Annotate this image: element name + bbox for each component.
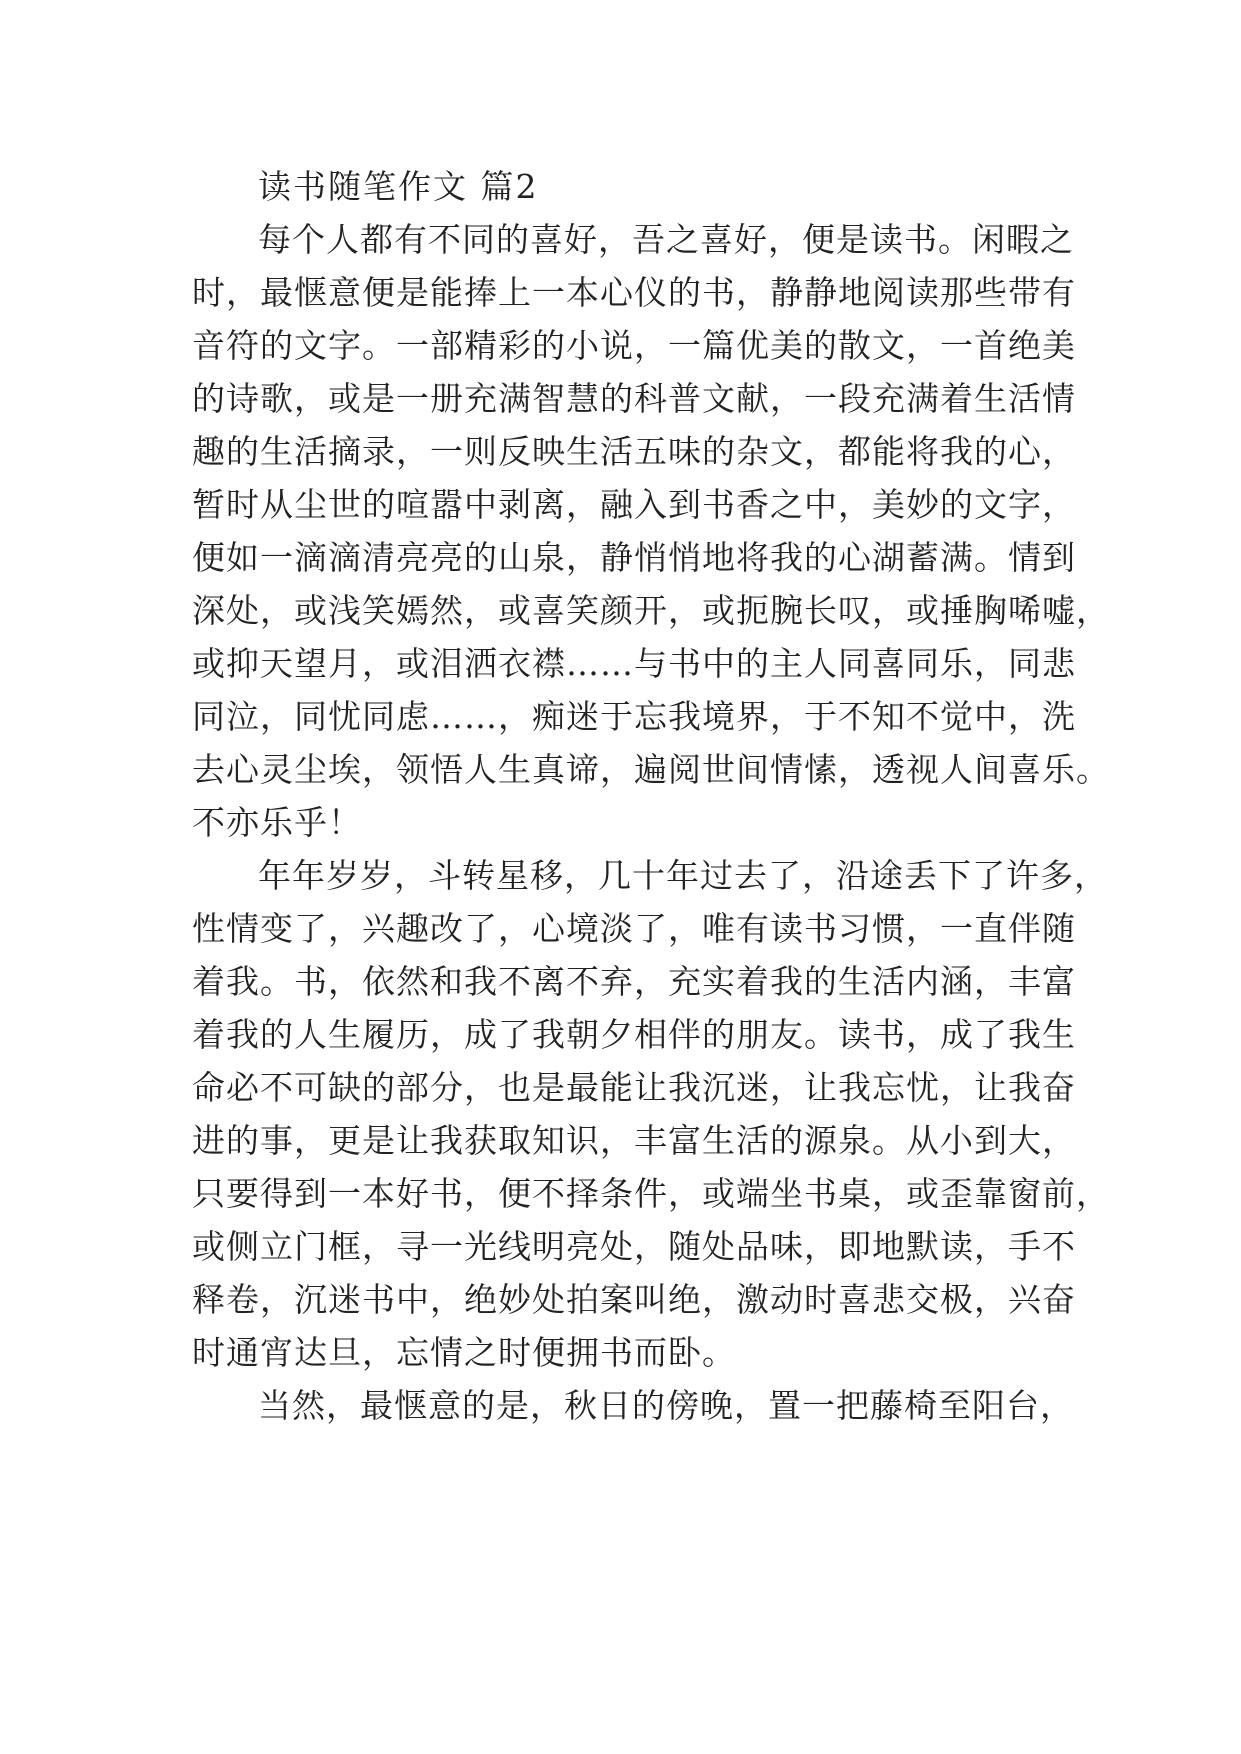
text-line: 深处，或浅笑嫣然，或喜笑颜开，或扼腕长叹，或捶胸唏嘘， [192,591,1110,630]
text-line: 命必不可缺的部分，也是最能让我沉迷，让我忘忧，让我奋 [192,1068,1076,1107]
text-line: 只要得到一本好书，便不择条件，或端坐书桌，或歪靠窗前， [192,1174,1110,1213]
text-line: 便如一滴滴清亮亮的山泉，静悄悄地将我的心湖蓄满。情到 [192,538,1076,577]
text-line: 着我的人生履历，成了我朝夕相伴的朋友。读书，成了我生 [192,1015,1076,1054]
text-line: 去心灵尘埃，领悟人生真谛，遍阅世间情愫，透视人间喜乐。 [192,750,1110,789]
text-line: 时通宵达旦，忘情之时便拥书而卧。 [192,1333,736,1372]
text-line: 的诗歌，或是一册充满智慧的科普文献，一段充满着生活情 [192,379,1076,418]
text-line: 或抑天望月，或泪洒衣襟……与书中的主人同喜同乐，同悲 [192,644,1076,683]
text-line: 暂时从尘世的喧嚣中剥离，融入到书香之中，美妙的文字， [192,485,1076,524]
document-title: 读书随笔作文 篇2 [258,167,539,206]
text-line: 进的事，更是让我获取知识，丰富生活的源泉。从小到大， [192,1121,1076,1160]
text-line: 或侧立门框，寻一光线明亮处，随处品味，即地默读，手不 [192,1227,1076,1266]
text-line: 着我。书，依然和我不离不弃，充实着我的生活内涵，丰富 [192,962,1076,1001]
text-line: 当然，最惬意的是，秋日的傍晚，置一把藤椅至阳台， [258,1386,1074,1425]
text-line: 每个人都有不同的喜好，吾之喜好，便是读书。闲暇之 [258,220,1074,259]
text-line: 音符的文字。一部精彩的小说，一篇优美的散文，一首绝美 [192,326,1076,365]
text-line: 年年岁岁，斗转星移，几十年过去了，沿途丢下了许多， [258,856,1108,895]
text-line: 同泣，同忧同虑……，痴迷于忘我境界，于不知不觉中，洗 [192,697,1076,736]
text-line: 趣的生活摘录，一则反映生活五味的杂文，都能将我的心， [192,432,1076,471]
text-line: 释卷，沉迷书中，绝妙处拍案叫绝，激动时喜悲交极，兴奋 [192,1280,1076,1319]
text-line: 不亦乐乎！ [192,803,362,842]
text-line: 性情变了，兴趣改了，心境淡了，唯有读书习惯，一直伴随 [192,909,1076,948]
text-line: 时，最惬意便是能捧上一本心仪的书，静静地阅读那些带有 [192,273,1076,312]
